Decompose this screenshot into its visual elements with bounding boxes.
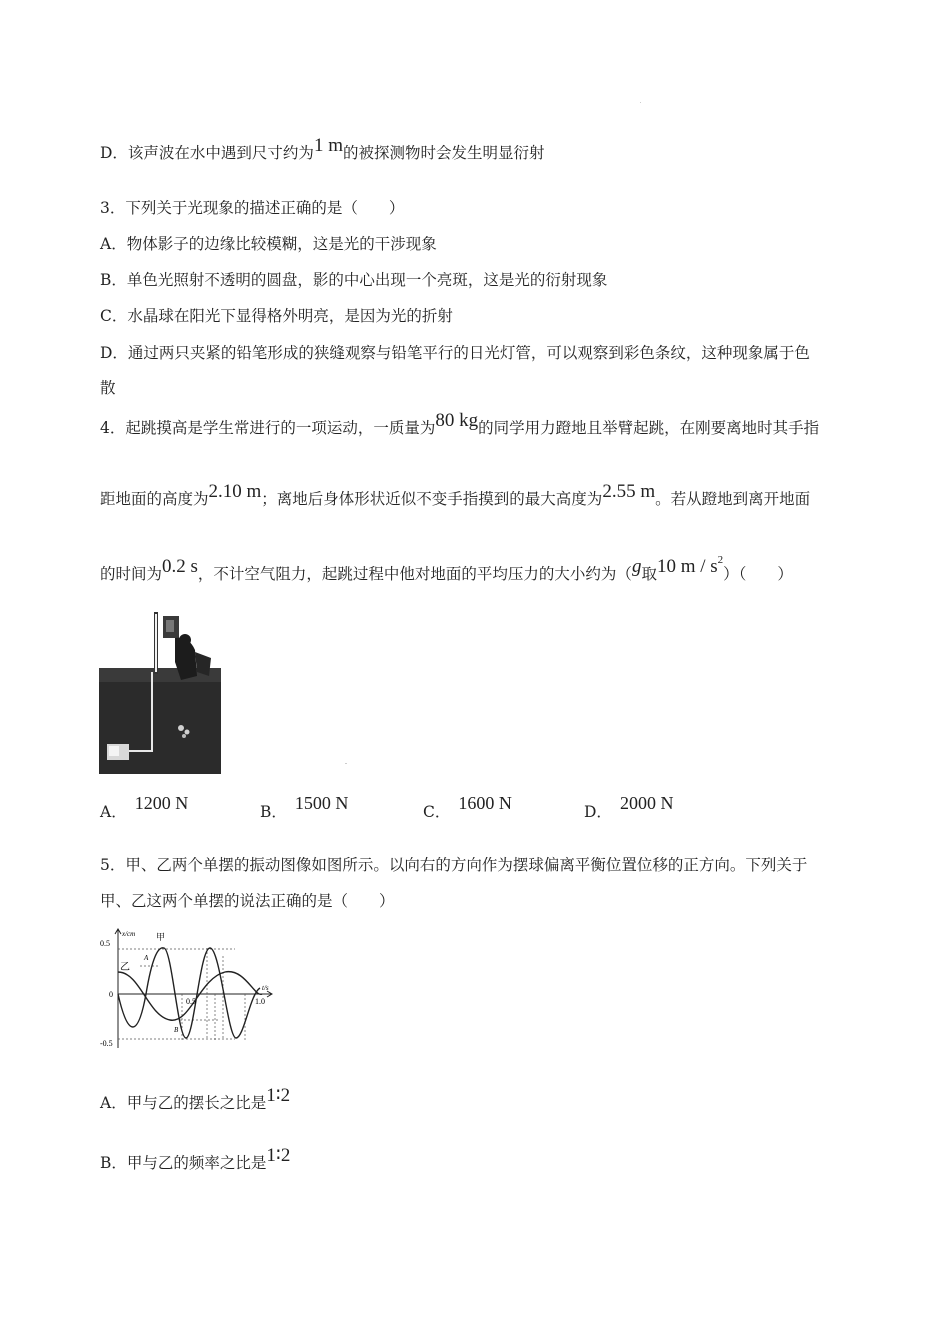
y-axis-label: x/cm <box>122 930 136 938</box>
q3-option-a: A．物体影子的边缘比较模糊，这是光的干涉现象 <box>100 235 437 253</box>
option-value: 1200 N <box>134 793 189 813</box>
text: 的同学用力蹬地且举臂起跳，在刚要离地时其手指 <box>478 419 820 437</box>
point-b-label: B <box>174 1026 179 1034</box>
math-value: 1∶2 <box>266 1145 291 1166</box>
option-value: 1500 N <box>294 793 349 813</box>
q2-option-d-text-2: 的被探测物时会发生明显衍射 <box>342 144 545 162</box>
q3-option-d: D．通过两只夹紧的铅笔形成的狭缝观察与铅笔平行的日光灯管，可以观察到彩色条纹，这种现象属于色 <box>100 344 810 362</box>
option-letter: B． <box>260 803 287 821</box>
q5-stem-line1: 5．甲、乙两个单摆的振动图像如图所示。以向右的方向作为摆球偏离平衡位置位移的正方向。下列关于 <box>100 856 808 874</box>
option-value: 1600 N <box>458 793 512 813</box>
text: ；离地后身体形状近似不变手指摸到的最大高度为 <box>261 490 603 508</box>
option-letter: D． <box>584 803 612 821</box>
text: ）（ ） <box>723 565 793 583</box>
superscript: 2 <box>717 554 724 566</box>
text: 。若从蹬地到离开地面 <box>655 490 811 508</box>
q4-option-b <box>260 792 349 821</box>
q3-stem: 3．下列关于光现象的描述正确的是（ ） <box>100 199 405 217</box>
q4-option-c <box>423 792 512 821</box>
text: 的时间为 <box>100 565 163 583</box>
text: B．甲与乙的频率之比是 <box>100 1154 267 1172</box>
q4-option-d <box>584 792 674 821</box>
math-value: 2.10 m <box>208 481 262 502</box>
math-value: 1∶2 <box>266 1085 291 1106</box>
q4-option-a <box>100 792 189 821</box>
option-value: 2000 N <box>619 793 674 813</box>
q5-stem-line2: 甲、乙这两个单摆的说法正确的是（ ） <box>100 892 395 910</box>
curve-label-jia: 甲 <box>156 932 166 942</box>
pendulum-vibration-graph <box>100 928 275 1050</box>
q4-stem-line2 <box>100 481 811 510</box>
option-letter: C． <box>423 803 451 821</box>
q2-option-d-text: D．该声波在水中遇到尺寸约为 <box>100 144 314 162</box>
x-axis-label: t/s <box>262 984 269 992</box>
math-value: 0.2 s <box>162 556 198 577</box>
math-value: 1 m <box>313 135 343 156</box>
x-tick-mid: 0.5 <box>186 997 196 1006</box>
jump-reach-photo <box>99 610 221 774</box>
q5-option-b <box>100 1145 291 1174</box>
q4-stem-line3 <box>100 554 793 587</box>
q3-option-c: C．水晶球在阳光下显得格外明亮，是因为光的折射 <box>100 307 453 325</box>
q4-stem-line1 <box>100 410 820 439</box>
math-value: 10 m / s <box>656 556 718 577</box>
q2-option-d <box>100 135 545 164</box>
q3-option-d-cont: 散 <box>100 379 116 397</box>
option-letter: A． <box>100 803 127 821</box>
x-tick-end: 1.0 <box>255 997 265 1006</box>
text: A．甲与乙的摆长之比是 <box>100 1094 267 1112</box>
text: 距地面的高度为 <box>100 490 209 508</box>
text: 4．起跳摸高是学生常进行的一项运动，一质量为 <box>100 419 436 437</box>
y-tick-top: 0.5 <box>100 939 110 948</box>
origin-label: 0 <box>109 990 113 999</box>
y-tick-bottom: -0.5 <box>100 1039 113 1048</box>
q3-option-b: B．单色光照射不透明的圆盘，影的中心出现一个亮斑，这是光的衍射现象 <box>100 271 608 289</box>
text: ，不计空气阻力，起跳过程中他对地面的平均压力的大小约为（ <box>197 565 632 583</box>
math-value: 80 kg <box>435 410 479 431</box>
curve-label-yi: 乙 <box>120 962 130 973</box>
math-value: g <box>631 556 642 577</box>
point-a-label: A <box>144 954 149 962</box>
text: 取 <box>641 565 657 583</box>
q5-option-a <box>100 1085 291 1114</box>
math-value: 2.55 m <box>602 481 656 502</box>
